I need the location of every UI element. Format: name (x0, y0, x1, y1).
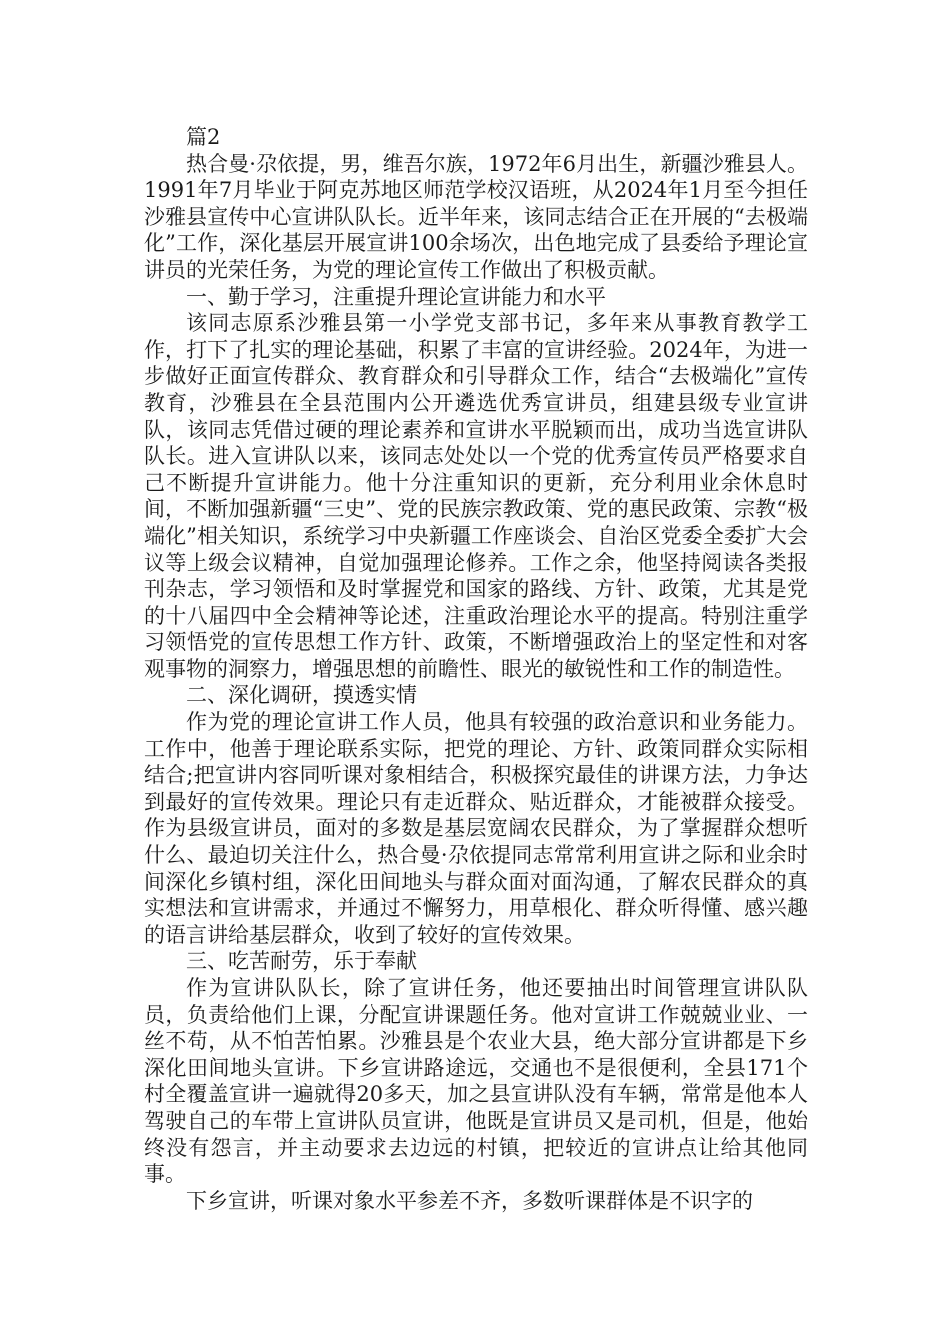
document-body (144, 124, 808, 1214)
section-heading-2: 二、深化调研，摸透实情 (186, 683, 417, 708)
body-paragraph-4: 下乡宣讲，听课对象水平参差不齐，多数听课群体是不识字的 (186, 1188, 753, 1213)
section-label: 篇2 (186, 125, 221, 149)
intro-paragraph: 热合曼·尕依提，男，维吾尔族，1972年6月出生，新疆沙雅县人。1991年7月毕业于阿克苏地区师范学校汉语班，从2024年1月至今担任沙雅县宣传中心宣讲队队长。近半年来，该同志结合正在开展的“去极端化”工作，深化基层开展宣讲100余场次，出色地完成了县委给予理论宣讲员的光荣任务，为党的理论宣传工作做出了积极贡献。 (144, 151, 808, 282)
body-paragraph-1: 该同志原系沙雅县第一小学党支部书记，多年来从事教育教学工作，打下了扎实的理论基础，积累了丰富的宣讲经验。2024年，为进一步做好正面宣传群众、教育群众和引导群众工作，结合“去极端化”宣传教育，沙雅县在全县范围内公开遴选优秀宣讲员，组建县级专业宣讲队，该同志凭借过硬的理论素养和宣讲水平脱颖而出，成功当选宣讲队队长。进入宣讲队以来，该同志处处以一个党的优秀宣传员严格要求自己不断提升宣讲能力。他十分注重知识的更新，充分利用业余休息时间，不断加强新疆“三史”、党的民族宗教政策、党的惠民政策、宗教“极端化”相关知识，系统学习中央新疆工作座谈会、自治区党委全委扩大会议等上级会议精神，自觉加强理论修养。工作之余，他坚持阅读各类报刊杂志，学习领悟和及时掌握党和国家的路线、方针、政策，尤其是党的十八届四中全会精神等论述，注重政治理论水平的提高。特别注重学习领悟党的宣传思想工作方针、政策，不断增强政治上的坚定性和对客观事物的洞察力，增强思想的前瞻性、眼光的敏锐性和工作的制造性。 (144, 311, 808, 681)
body-paragraph-3: 作为宣讲队队长，除了宣讲任务，他还要抽出时间管理宣讲队队员，负责给他们上课，分配宣讲课题任务。他对宣讲工作兢兢业业、一丝不苟，从不怕苦怕累。沙雅县是个农业大县，绝大部分宣讲都是下乡深化田间地头宣讲。下乡宣讲路途远，交通也不是很便利，全县171个村全覆盖宣讲一遍就得20多天，加之县宣讲队没有车辆，常常是他本人驾驶自己的车带上宣讲队员宣讲，他既是宣讲员又是司机，但是，他始终没有怨言，并主动要求去边远的村镇，把较近的宣讲点让给其他同事。 (144, 976, 808, 1187)
section-heading-3: 三、吃苦耐劳，乐于奉献 (186, 949, 417, 974)
body-paragraph-2: 作为党的理论宣讲工作人员，他具有较强的政治意识和业务能力。工作中，他善于理论联系实际，把党的理论、方针、政策同群众实际相结合;把宣讲内容同听课对象相结合，积极探究最佳的讲课方法，力争达到最好的宣传效果。理论只有走近群众、贴近群众，才能被群众接受。作为县级宣讲员，面对的多数是基层宽阔农民群众，为了掌握群众想听什么、最迫切关注什么，热合曼·尕依提同志常常利用宣讲之际和业余时间深化乡镇村组，深化田间地头与群众面对面沟通，了解农民群众的真实想法和宣讲需求，并通过不懈努力，用草根化、群众听得懂、感兴趣的语言讲给基层群众，收到了较好的宣传效果。 (144, 710, 808, 947)
section-heading-1: 一、勤于学习，注重提升理论宣讲能力和水平 (186, 284, 606, 309)
